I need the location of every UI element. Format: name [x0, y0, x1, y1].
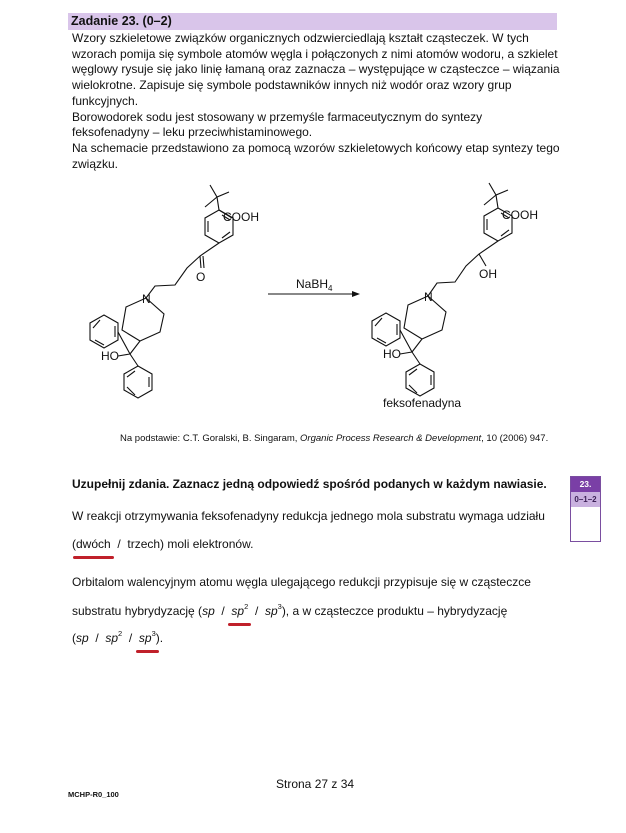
q1-open: (: [72, 537, 76, 551]
intro-text: [72, 31, 562, 172]
q2-line2: [72, 603, 507, 618]
document-code: MCHP-R0_100: [68, 790, 119, 799]
product-structure: [372, 183, 512, 396]
q2-line3-open: (: [72, 631, 76, 645]
reagent-label: NaBH$_4$: [296, 277, 333, 293]
q2-substrate-option-sp3[interactable]: [265, 604, 282, 618]
q2-line3: [72, 630, 163, 645]
instruction: Uzupełnij zdania. Zaznacz jedną odpowiedź spośród podanych w każdym nawiasie.: [72, 477, 547, 491]
intro-paragraph-1: Wzory szkieletowe związków organicznych odzwierciedlają kształt cząsteczek. W tych wzorach pomija się symbole atomów węgla i połączonych z nimi atomów wodoru, a szkielet węglowy rysuje się jako linię łamaną oraz zaznacza – występujące w cząsteczce – wiązania wielokrotne. Zapisuje się symbole podstawników innych niż wodór oraz wzory grup funkcyjnych.: [72, 31, 560, 108]
source-prefix: Na podstawie: C.T. Goralski, B. Singaram,: [120, 433, 301, 444]
source-suffix: , 10 (2006) 947.: [481, 433, 549, 444]
q2-sep: /: [248, 604, 265, 618]
q1-sep: /: [110, 537, 128, 551]
q2-substrate-option-sp[interactable]: sp: [202, 604, 215, 618]
q1-text: W reakcji otrzymywania feksofenadyny redukcja jednego mola substratu wymaga udziału: [72, 509, 545, 523]
product-ho-label: HO: [383, 347, 401, 361]
score-box-number: 23.: [571, 477, 600, 492]
q2-sep: /: [88, 631, 106, 645]
substrate-structure: [90, 185, 233, 398]
q2-line3-close: ).: [155, 631, 164, 645]
q1-options: [72, 537, 253, 551]
page-number: Strona 27 z 34: [276, 777, 355, 791]
q1-option-dwoch[interactable]: dwóch: [76, 537, 111, 551]
product-cooh-label: COOH: [502, 208, 538, 222]
q2-sp3-exp: 3: [151, 629, 156, 638]
substrate-cooh-label: COOH: [223, 210, 259, 224]
q2-substrate-option-sp2[interactable]: [231, 603, 248, 618]
substrate-nitrogen: N: [142, 292, 151, 306]
q2-product-option-sp2[interactable]: [105, 631, 122, 645]
q2-sp-base: sp: [231, 604, 245, 618]
intro-paragraph-2: Borowodorek sodu jest stosowany w przemyśle farmaceutycznym do syntezy feksofenadyny – leku przeciwhistaminowego.: [72, 109, 483, 140]
source-journal: Organic Process Research & Development: [300, 433, 482, 444]
task-header: [68, 13, 557, 30]
q2-sp-base: sp: [105, 631, 119, 645]
product-oh-label: OH: [479, 267, 497, 281]
q2-sp2-exp: 2: [118, 629, 123, 638]
q2-sp2-exp: 2: [244, 602, 249, 611]
q2-line2-suffix: ), a w cząsteczce produktu – hybrydyzację: [281, 604, 508, 618]
q1-option-trzech[interactable]: trzech: [127, 537, 161, 551]
intro-paragraph-3: Na schemacie przedstawiono za pomocą wzorów szkieletowych końcowy etap syntezy tego związku.: [72, 140, 560, 171]
source-citation: [120, 433, 548, 444]
reaction-arrow: [268, 291, 360, 297]
q2-sep: /: [122, 631, 139, 645]
q2-line1: Orbitalom walencyjnym atomu węgla ulegającego redukcji przypisuje się w cząsteczce: [72, 575, 531, 589]
q2-sp-base: sp: [264, 604, 278, 618]
q2-sp3-exp: 3: [277, 602, 282, 611]
q2-line2-prefix: substratu hybrydyzację (: [72, 604, 203, 618]
reaction-scheme: [0, 180, 626, 420]
product-name: feksofenadyna: [383, 396, 462, 410]
task-title: Zadanie 23. (0–2): [71, 14, 172, 28]
q2-product-option-sp[interactable]: sp: [76, 631, 89, 645]
score-box-points: 0–1–2: [571, 492, 600, 507]
q2-product-option-sp3[interactable]: [139, 630, 156, 645]
q1-close: ) moli elektronów.: [160, 537, 254, 551]
q2-sep: /: [214, 604, 232, 618]
product-nitrogen: N: [424, 290, 433, 304]
score-box: [570, 476, 601, 542]
substrate-ho-label: HO: [101, 349, 119, 363]
q2-sp-base: sp: [138, 631, 152, 645]
substrate-ketone-oxygen: O: [196, 270, 206, 284]
